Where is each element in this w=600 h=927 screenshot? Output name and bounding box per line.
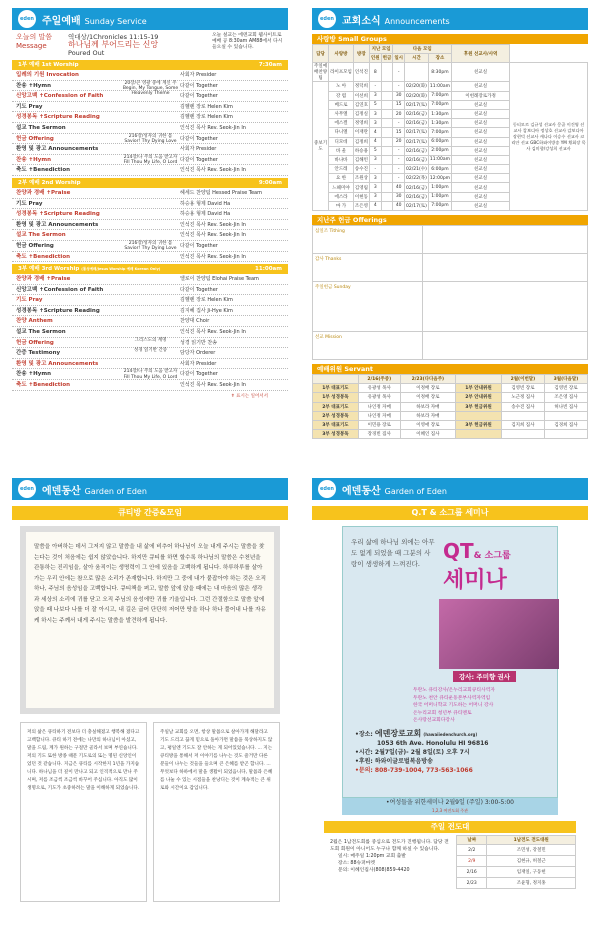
- offerings-title: 지난주 헌금 Offerings: [312, 215, 588, 225]
- order-detail: [121, 359, 180, 369]
- order-row: [12, 102, 288, 113]
- order-detail: [121, 327, 180, 337]
- poster-title: QT& 소그룹 세미나: [443, 539, 511, 593]
- order-leader: 인석진 목사 Rev. Seok-Jin In: [180, 124, 246, 131]
- order-leader: 사회자 Presider: [180, 360, 217, 367]
- small-group-row: 요 한 조원상 3 - 02/22(목) 12:00pm 친교실: [313, 174, 588, 183]
- small-group-row: 디모데 김정희 4 20 02/17(토) 6:00pm 친교실: [313, 137, 588, 146]
- order-leader: 다같이 Together: [180, 135, 218, 142]
- servants-title: 예배위원 Servant: [312, 364, 588, 374]
- order-detail: 20장/큰 영광 중에 계신 주 Begin, My Tongue, Some Heavenly Theme: [122, 80, 179, 97]
- order-leader: 다같이 Together: [180, 93, 218, 100]
- speaker-name: 강사: 주미향 권사: [453, 671, 516, 682]
- order-item: 신앙고백 ✝Confession of Faith: [16, 286, 104, 293]
- order-row: [12, 274, 288, 285]
- credential-item: 한국 어머니학교 기도하는 어머니 강사: [413, 703, 494, 709]
- worship2-bar: 2부 예배 2nd Worship 9:00am: [12, 178, 288, 188]
- servant-row: 1부 성경봉독 유광성 목사 이정배 장로 2부 안내위원 노근정 집사 조은영 집사: [313, 393, 588, 402]
- message-note: 오늘 설교는 에덴교회 웹사이트로 예배 공 8:30am AM88에서 다시 들으실 수 있습니다.: [212, 33, 283, 50]
- testimonies: [20, 722, 280, 902]
- poster-quote: 우리 삶에 하나님 외에는 아무도 없게 되었을 때 그분의 사랑이 생생하게 느껴진다.: [351, 538, 435, 568]
- order-item: 기도 Pray: [16, 103, 43, 110]
- order-row: [12, 134, 288, 145]
- order-leader: 하승용 형제 David Ha: [180, 200, 231, 207]
- order-item: 환영 및 광고 Announcements: [16, 146, 99, 153]
- order-leader: 다같이 Together: [180, 242, 218, 249]
- small-group-row: 에스라 이현동 3 30 02/16(금) 1:00pm 친교실: [313, 192, 588, 201]
- order-row: [12, 380, 288, 391]
- servant-row: 2부 대표기도 나인정 자매 하보라 자매 3부 헌금위원 송수진 집사 허나빈 집사: [313, 402, 588, 411]
- order-row: [12, 327, 288, 338]
- order-detail: 그리스도의 계명: [134, 337, 167, 343]
- order-row: [12, 348, 288, 359]
- order-item: 축도 ✝Benediction: [16, 167, 71, 174]
- order-detail: [121, 199, 180, 209]
- order-row: [12, 369, 288, 380]
- evangelism-text: 2월은 1남전도회를 중심으로 전도가 진행됩니다. 담당 전도회 회원이 아니어도 누구나 함께 하실 수 있습니다.: [330, 840, 449, 852]
- order-detail: 216장/성자의 귀한 몸 Savior! Thy Dying Love: [124, 133, 177, 144]
- order-item: 설교 The Sermon: [16, 329, 66, 336]
- servants-table: 2/16(주중) 2/23(다다음주) 2월(이번달) 3월(다음달) 1부 대표기도 유광성 목사 이정배 장로 1부 안내위원 김영빈 장로 김영빈 장로 1부 성경봉독 유광성 목사 이정배 장로 2부 안내위원 노근정 집사 조은영 집사 2부 대표기도 나인정 자매 하보라 자매 3부 헌금위원 송수진 집사 허나빈 집사 2부 성경봉독 나인정 자매 하보라 자매 3부 대표기도 이민용 장로 이영애 장로 3부 헌금위원 김지희 집사 김경희 집사 3부 성경봉독 장경빈 집사 이혜인 집사: [312, 374, 588, 439]
- order-row: [12, 91, 288, 102]
- order-leader: 다같이 Together: [180, 82, 218, 89]
- eden-logo: eden: [318, 10, 336, 28]
- order-item: 헌금 Offering: [16, 242, 54, 249]
- worship3-order: [12, 274, 288, 391]
- garden-of-eden-qt-panel: [12, 478, 288, 918]
- order-detail: [121, 380, 180, 390]
- order-row: [12, 112, 288, 123]
- order-item: 찬송 ✝Hymn: [16, 82, 51, 89]
- order-row: [12, 338, 288, 349]
- order-detail: [121, 220, 180, 230]
- small-group-row: 안드레 송수진 - - 02/21(수) 6:00pm 친교실: [313, 165, 588, 174]
- evangelism-table: 날짜 1남전도 전도대원 2/2 조민성, 강철민 2/9 김현규, 허철근 2/16 임재일, 구동헌 2/23 조윤형, 정지홍: [456, 835, 576, 889]
- speaker-photo: [439, 599, 559, 669]
- order-detail: [121, 295, 180, 305]
- evangelism-row: 2/9 김현규, 허철근: [457, 856, 576, 867]
- announcements-header: [312, 8, 588, 30]
- evangelism-section: [324, 835, 576, 889]
- eden-logo: eden: [18, 10, 36, 28]
- order-row: [12, 199, 288, 210]
- order-row: [12, 230, 288, 241]
- order-detail: 성경 읽기반 간증: [133, 348, 168, 354]
- sunday-service-header: [12, 8, 288, 30]
- sermon-title-en: Poured Out: [68, 49, 105, 57]
- order-detail: [121, 112, 180, 122]
- worship2-order: [12, 188, 288, 262]
- garden-header: [12, 478, 288, 500]
- order-row: [12, 285, 288, 296]
- order-leader: 인석진 목사 Rev. Seok-Jin In: [180, 221, 246, 228]
- order-leader: 인석진 목사 Rev. Seok-Jin In: [180, 329, 246, 336]
- order-detail: [121, 188, 180, 198]
- worship1-order: [12, 70, 288, 176]
- evangelism-detail: 일시: 매주일 1:20pm 교회 출발: [338, 854, 406, 859]
- small-group-row: 주일예배찬양팀 라이프모임 인석진 8 - 8:30pm 친교실 동티모르 김규성 선교사 몽골 이건영 선교사 캄보디아 정상호 선교사 감보디아 장현덕 선교사 캐나다 이승수 선교사 코리안 선교 GBC하와이방송 YM 횡회장 목사 김미향/강성희 선교사: [313, 63, 588, 82]
- standing-footnote: ✝ 표시는 일어서서: [230, 393, 268, 399]
- order-leader: 다같이 Together: [180, 371, 218, 378]
- order-item: 찬양 Anthem: [16, 318, 53, 325]
- worship3-bar: 3부 예배 3rd Worship (통성예배/Jesus Worship 예배 Korean Only) 11:00am: [12, 264, 288, 274]
- order-item: 찬송 ✝Hymn: [16, 371, 51, 378]
- panel-subtitle: Announcements: [384, 17, 450, 26]
- order-item: 성경봉독 ✝Scripture Reading: [16, 211, 100, 218]
- order-leader: 김헬렌 장로 Helen Kim: [180, 297, 233, 304]
- order-detail: [121, 102, 180, 112]
- small-group-row: 베드로 김연호 5 15 02/17(토) 7:00pm 친교실: [313, 100, 588, 109]
- order-item: 헌금 Offering: [16, 135, 54, 142]
- small-group-row: 다니엘 이재란 4 15 02/17(토) 7:00pm 친교실: [313, 128, 588, 137]
- womens-seminar-host: 1,2,3 여전도회 주관: [342, 808, 558, 815]
- evangelism-row: 2/2 조민성, 강철민: [457, 845, 576, 856]
- order-leader: 다같이 Together: [180, 286, 218, 293]
- order-row: [12, 306, 288, 317]
- order-item: 간증 Testimony: [16, 350, 61, 357]
- order-row: [12, 241, 288, 252]
- evangelism-row: 2/16 임재일, 구동헌: [457, 867, 576, 878]
- order-item: 찬송 ✝Hymn: [16, 156, 51, 163]
- qt-box-title: 큐티방 간증&모임: [12, 506, 288, 520]
- panel-title: 에덴동산: [42, 486, 81, 497]
- order-item: 설교 The Sermon: [16, 232, 66, 239]
- order-detail: [121, 306, 180, 316]
- evangelism-detail: 문의: 이혜인집사(808)859-4420: [338, 868, 410, 873]
- order-item: 신앙고백 ✝Confession of Faith: [16, 93, 104, 100]
- order-detail: [121, 123, 180, 133]
- order-leader: 사회자 Presider: [180, 146, 217, 153]
- credential-item: 온누리교회 청년부 큐티멘토: [413, 710, 472, 716]
- order-leader: 찬양대 Choir: [180, 318, 210, 325]
- essay-text: 말씀을 아버하는 데서 그저지 않고 말씀을 내 삶에 비추어 하나님이 오늘 내게 주시는 말씀을 찾는다는 것이 처음에는 쉽지 않았습니다. 하지만 큐티를 하면 할수록 하나님의 말씀은 수천년을 관통하는 진리임을, 살아 움직이는 생명력이 그 안에 있음을 고백하게 됩니다. 하루하루를 살아가는 우리 안에는 참으로 많은 소리가 존재합니다. 하지만 그 중에 내가 붙잡아야 하는 것은 오직 하나, 주님의 음성임을 고백합니다. 큐티책을 펴고, 말씀 앞에 앉을 때에는 내 마음의 많은 생각과 세상의 소리에 귀를 닫고 오직 주님의 음성에만 귀를 기울입니다. 그런 간절함으로 말씀 앞에 앉을 때 나보다 나를 더 잘 아시고, 내 길은 굽어 단단히 저어만 땅을 하나 하나 풀어내 나를 자유케 하시는 주께서 내게 주시는 말씀을 발견하게 됩니다.: [34, 544, 267, 624]
- small-groups-title: 사랑방 Small Groups: [312, 34, 588, 44]
- panel-subtitle: Sunday Service: [84, 17, 147, 26]
- order-leader: 인석진 목사 Rev. Seok-Jin In: [180, 167, 246, 174]
- credential-item: 온사랑선교회다강사: [413, 718, 455, 724]
- order-leader: 김헬렌 장로 Helen Kim: [180, 103, 233, 110]
- essay-frame: [20, 526, 280, 714]
- order-leader: 헤세드 찬양팀 Hessed Praise Team: [180, 189, 262, 196]
- order-detail: [121, 274, 180, 284]
- servant-row: 1부 대표기도 유광성 목사 이정배 장로 1부 안내위원 김영빈 장로 김영빈 장로: [313, 384, 588, 393]
- evangelism-title: 주일 전도대: [324, 821, 576, 833]
- small-group-row: 바나바 김해빈 3 - 02/16(금) 11:00am 친교실: [313, 155, 588, 164]
- order-row: [12, 220, 288, 231]
- order-detail: [121, 70, 180, 80]
- order-detail: [121, 91, 180, 101]
- order-row: [12, 209, 288, 220]
- womens-seminar: •여성들을 위한세미나 2월9일 (주일) 3:00-5:00: [342, 798, 558, 808]
- order-item: 설교 The Sermon: [16, 124, 66, 131]
- panel-title: 에덴동산: [342, 486, 381, 497]
- message-block: [12, 30, 288, 60]
- panel-title: 주일예배: [42, 16, 81, 27]
- order-detail: [121, 316, 180, 326]
- eden-logo: eden: [318, 480, 336, 498]
- message-label-en: Message: [16, 42, 47, 50]
- offerings-table: 십일조 Tithing 감사 Thanks 주일헌금 Sunday 선교 Mission: [312, 225, 588, 360]
- order-item: 환영 및 광고 Announcements: [16, 221, 99, 228]
- order-item: 성경봉독 ✝Scripture Reading: [16, 114, 100, 121]
- order-item: 축도 ✝Benediction: [16, 253, 71, 260]
- panel-subtitle: Garden of Eden: [384, 487, 447, 496]
- servant-row: 3부 성경봉독 장경빈 집사 이혜인 집사: [313, 430, 588, 439]
- seminar-poster: [342, 526, 558, 798]
- announcements-panel: [312, 8, 588, 464]
- credential-item: 두란노 큐티강사/온누리교회큐티사역자: [413, 688, 495, 693]
- panel-subtitle: Garden of Eden: [84, 487, 147, 496]
- worship1-bar: 1부 예배 1st Worship 7:30am: [12, 60, 288, 70]
- order-item: 성경봉독 ✝Scripture Reading: [16, 307, 100, 314]
- order-item: 찬양과 경배 ✝Praise: [16, 189, 71, 196]
- order-detail: 216장/성자의 귀한 몸 Savior! Thy Dying Love: [124, 240, 177, 252]
- order-leader: 다같이 Together: [180, 156, 218, 163]
- order-detail: [121, 252, 180, 262]
- order-item: 입례의 기원 Invocation: [16, 72, 79, 78]
- order-item: 기도 Pray: [16, 200, 43, 207]
- small-group-row: 강 렵 이선희 3 30 02/20(화) 7:00pm 이헌례장로가정: [313, 91, 588, 100]
- evangelism-details: [330, 853, 452, 874]
- eden-logo: eden: [18, 480, 36, 498]
- small-group-row: 바 울 하승용 5 - 02/16(금) 2:00pm 친교실: [313, 146, 588, 155]
- order-row: [12, 123, 288, 134]
- order-leader: 김헬렌 장로 Helen Kim: [180, 114, 233, 121]
- order-item: 찬양과 경배 ✝Praise: [16, 276, 71, 283]
- order-row: [12, 155, 288, 166]
- small-groups-table: 담당 사랑방 방장 지난 모임 다음 모임 후원 선교사/사역 인원 헌금 일시 시간 장소 주일예배찬양팀 라이프모임 인석진 8 - 8:30pm 친교실 동티모르 김규성 선교사 몽골 이건영 선교사 캄보디아 정상호 선교사 감보디아 장현덕 선교사 캐나다 이승수 선교사 코리안 선교 GBC하와이방송 YM 횡회장 목사 김미향/강성희 선교사 중보기도 노 아 정덕희 - - 02/20(화) 11:00am 친교실 강 렵 이선희 3 30 02/20(화) 7:00pm 이헌례장로가정 베드로 김연호 5 15 02/17(토) 7:00pm 친교실 사무엘 김정실 3 20 02/16(금) 1:30pm 친교실 에스겔 정영희 3 - 02/16(금) 1:30pm 친교실 다니엘 이재란 4 15 02/17(토) 7:00pm 친교실 디모데 김정희 4 20 02/17(토) 6:00pm 친교실 바 울 하승용 5 - 02/16(금) 2:00pm 친교실 바나바 김해빈 3 - 02/16(금) 11:00am 친교실 안드레 송수진 - - 02/21(수) 6:00pm 친교실 요 한 조원상 3 - 02/22(목) 12:00pm 친교실 느헤미야 김영림 3 40 02/16(금) 1:00pm 친교실 에스라 이현동 3 30 02/16(금) 1:00pm 친교실 마 가 조은영 4 40 02/17(토) 7:00pm 친교실: [312, 44, 588, 211]
- small-group-row: 중보기도 노 아 정덕희 - - 02/20(화) 11:00am 친교실: [313, 82, 588, 91]
- message-verse: 역대상/1Chronicles 11:15-19: [68, 33, 159, 41]
- garden-header: [312, 478, 588, 500]
- order-detail: [121, 230, 180, 240]
- order-leader: 인석진 목사 Rev. Seok-Jin In: [180, 232, 246, 239]
- evangelism-detail: 장소: 88슈퍼마켓: [338, 861, 376, 866]
- message-label: 오늘의 말씀: [16, 33, 53, 41]
- order-item: 헌금 Offering: [16, 339, 54, 346]
- order-row: [12, 70, 288, 81]
- panel-title: 교회소식: [342, 16, 381, 27]
- small-group-row: 느헤미야 김영림 3 40 02/16(금) 1:00pm 친교실: [313, 183, 588, 192]
- order-item: 환영 및 광고 Announcements: [16, 360, 99, 367]
- order-row: [12, 295, 288, 306]
- small-group-row: 에스겔 정영희 3 - 02/16(금) 1:30pm 친교실: [313, 119, 588, 128]
- order-row: [12, 252, 288, 263]
- speaker-credentials: [413, 687, 495, 725]
- order-leader: 엘로이 찬양팀 Elohai Praise Team: [180, 276, 259, 283]
- order-item: 기도 Pray: [16, 297, 43, 304]
- evangelism-row: 2/23 조윤형, 정지홍: [457, 878, 576, 889]
- order-leader: 하승용 형제 David Ha: [180, 211, 231, 218]
- sunday-service-panel: [12, 8, 288, 464]
- small-group-row: 마 가 조은영 4 40 02/17(토) 7:00pm 친교실: [313, 201, 588, 210]
- servant-row: 3부 대표기도 이민용 장로 이영애 장로 3부 헌금위원 김지희 집사 김경희 집사: [313, 420, 588, 429]
- order-row: [12, 359, 288, 370]
- credential-item: 두란노 천안 큐티운동본부사역자역임: [413, 695, 491, 701]
- order-leader: 사회자 Presider: [180, 72, 217, 78]
- order-detail: 214장/나 주의 도움 받고자 Fill Thou My Life, O Lord: [123, 154, 178, 166]
- order-detail: 214장/나 주의 도움 받고자 Fill Thou My Life, O Lord: [123, 369, 178, 380]
- garden-of-eden-seminar-panel: [312, 478, 588, 918]
- seminar-info: •장소: 에덴장로교회 (hawaiiedenchurch.org) 1053 6th Ave. Honolulu HI 96816 •시간: 2월7일(금)- 2월 8일(토) 오후 7시 •후원: 하와이글로벌복음방송 •문의: 808-739-1004, 773-563-1066: [355, 729, 489, 774]
- order-leader: 담당자 Orderer: [180, 350, 216, 357]
- testimony-right: 주일날 교회를 오면, 항상 말씀으로 살아가게 해달라고 기도 드리고 끊게 믿으로 돌아가면 말씀을 묵상하지도 않고, 평일엔 기도도 잘 안하는 게 되어있었습니다. ... 지는 큐티방을 통해서 저 이야기를 나누는 것도 즐거만 다른 분들이 나누는 것들을 들으며 큰 은혜를 받곤 합니다. ... 무엇보다 하하에서 말을 생활이 되었음니다, 말씀과 은혜를 나눌 수 있는 시점들을 찬낭디는 것이 계속적는 큰 위로와 시간이요 갑입니다.: [153, 722, 280, 902]
- order-item: 축도 ✝Benediction: [16, 382, 71, 389]
- order-row: [12, 188, 288, 199]
- order-detail: [121, 165, 180, 175]
- order-leader: 김지혜 집사 Ji-Hye Kim: [180, 307, 233, 314]
- servant-row: 2부 성경봉독 나인정 자매 하보라 자매: [313, 411, 588, 420]
- order-row: [12, 316, 288, 327]
- order-leader: 성경 읽기반 찬송: [180, 339, 217, 346]
- order-leader: 인석진 목사 Rev. Seok-Jin In: [180, 382, 246, 389]
- order-leader: 인석진 목사 Rev. Seok-Jin In: [180, 253, 246, 260]
- order-row: [12, 144, 288, 155]
- order-detail: [121, 209, 180, 219]
- order-row: [12, 165, 288, 176]
- order-detail: [121, 285, 180, 295]
- small-group-row: 사무엘 김정실 3 20 02/16(금) 1:30pm 친교실: [313, 109, 588, 118]
- order-detail: [121, 144, 180, 154]
- seminar-box-title: Q.T & 소그룹 세미나: [312, 506, 588, 520]
- sermon-title: 하나님께 부어드리는 신앙: [68, 40, 159, 49]
- testimony-left: 저의 삶은 큐티하기 전보다 더 충실해졌고 행복해 졌다고 고백합니다. 큐티 하기 전에는 나만의 하나님이 아셨고, 말을 드림, 계가 원하는 구절만 골라서 보며 부연습니다. 저의 기도 또한 방종 때문 기도로의 또는 명된 신앙인이었던 것 같습니다. 지금은 큐티를 시작한지 1년을 가지습니다. 하나님을 더 깊이 만나고 되고 인격적으로 만나 주시며, 저를 조금씩 조금씩 바꾸어 주십니다. 아직도 많이 생명으로, 기도가 초중하려는 말을 이해하게 되었습니다.: [20, 722, 147, 902]
